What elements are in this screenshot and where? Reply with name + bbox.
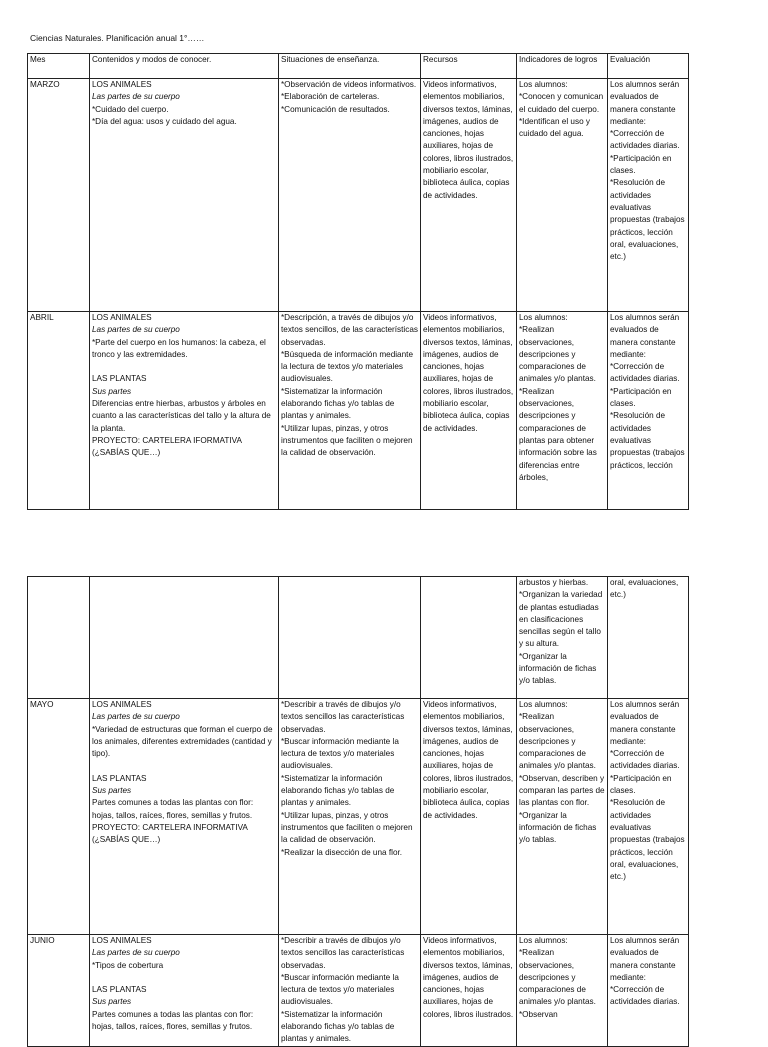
table-header-row	[28, 54, 689, 79]
cell-line: *Sistematizar la información elaborando fichas y/o tablas de plantas y animales.	[281, 1009, 397, 1044]
cell-contenidos	[90, 935, 279, 1047]
cell-line: *Buscar información mediante la lectura de textos y/o materiales audiovisuales.	[281, 972, 402, 1007]
planning-table-page-1	[27, 53, 689, 510]
cell-line: *Resolución de actividades evaluativas propuestas (trabajos prácticos, lección oral, evaluaciones, etc.)	[610, 798, 687, 882]
cell-line: LAS PLANTAS	[92, 985, 147, 995]
cell-evaluacion	[608, 79, 689, 312]
cell-line: *Observan	[519, 1009, 558, 1019]
cell-line: *Utilizar lupas, pinzas, y otros instrumentos que faciliten o mejoren la calidad de observación.	[281, 810, 415, 845]
cell-recursos: Videos informativos, elementos mobiliarios, diversos textos, láminas, imágenes, audios de canciones, hojas auxiliares, hojas de colores, libros ilustrados, mobiliario escolar, biblioteca áulica, copias de actividades.	[421, 312, 517, 510]
cell-subheading: Las partes de su cuerpo	[92, 712, 180, 722]
cell-line: *Organizar la información de fichas y/o tablas.	[519, 651, 599, 686]
paragraph-gap	[92, 361, 276, 373]
cell-line: *Búsqueda de información mediante la lectura de textos y/o materiales audiovisuales.	[281, 349, 416, 384]
cell-line: Los alumnos serán evaluados de manera constante mediante:	[610, 700, 682, 746]
cell-subheading: Sus partes	[92, 997, 132, 1007]
cell-recursos: Videos informativos, elementos mobiliarios, diversos textos, láminas, imágenes, audios de canciones, hojas auxiliares, hojas de colores, libros ilustrados.	[421, 935, 517, 1047]
cell-line: LOS ANIMALES	[92, 936, 152, 945]
cell-line: Los alumnos:	[519, 313, 568, 322]
cell-line: *Comunicación de resultados.	[281, 104, 390, 114]
cell-contenidos	[90, 577, 279, 699]
cell-situaciones	[279, 699, 421, 935]
table-row-marzo	[28, 79, 689, 312]
cell-line: *Resolución de actividades evaluativas propuestas (trabajos prácticos, lección oral, evaluaciones, etc.)	[610, 178, 687, 262]
header-evaluacion: Evaluación	[608, 54, 689, 79]
cell-subheading: Las partes de su cuerpo	[92, 948, 180, 958]
cell-line: Los alumnos:	[519, 700, 568, 709]
cell-recursos: Videos informativos, elementos mobiliarios, diversos textos, láminas, imágenes, audios de canciones, hojas auxiliares, hojas de colores, libros ilustrados, mobiliario escolar, biblioteca áulica, copias de actividades.	[421, 79, 517, 312]
cell-evaluacion	[608, 312, 689, 510]
table-row-junio	[28, 935, 689, 1047]
cell-line: Partes comunes a todas las plantas con flor: hojas, tallos, raíces, flores, semillas y frutos.	[92, 1009, 256, 1032]
cell-evaluacion	[608, 577, 689, 699]
cell-line: *Realizan observaciones, descripciones y comparaciones de animales y/o plantas.	[519, 712, 596, 771]
cell-line: *Cuidado del cuerpo.	[92, 104, 169, 114]
cell-line: *Observan, describen y comparan las partes de las plantas con flor.	[519, 773, 607, 808]
cell-line: *Variedad de estructuras que forman el cuerpo de los animales, diferentes extremidades (cantidad y tipo).	[92, 724, 275, 759]
cell-line: *Organizan la variedad de plantas estudiadas en clasificaciones sencillas según el tallo y su altura.	[519, 590, 605, 649]
cell-line: *Sistematizar la información elaborando fichas y/o tablas de plantas y animales.	[281, 773, 397, 808]
cell-line: *Utilizar lupas, pinzas, y otros instrumentos que faciliten o mejoren la calidad de observación.	[281, 423, 415, 458]
cell-mes: JUNIO	[28, 935, 90, 1047]
cell-contenidos	[90, 699, 279, 935]
cell-line: *Realizan observaciones, descripciones y comparaciones de animales y/o plantas.	[519, 325, 596, 384]
cell-line: *Participación en clases.	[610, 153, 674, 176]
table-row-abril	[28, 312, 689, 510]
cell-evaluacion	[608, 935, 689, 1047]
cell-line: LOS ANIMALES	[92, 313, 152, 322]
cell-line: LOS ANIMALES	[92, 80, 152, 89]
cell-line: *Elaboración de carteleras.	[281, 92, 380, 102]
cell-line: Los alumnos:	[519, 936, 568, 945]
cell-line: *Participación en clases.	[610, 773, 674, 796]
cell-indicadores	[517, 699, 608, 935]
cell-line: oral, evaluaciones, etc.)	[610, 578, 681, 600]
cell-contenidos	[90, 312, 279, 510]
cell-indicadores	[517, 79, 608, 312]
cell-line: *Realizan observaciones, descripciones y comparaciones de plantas para obtener información sobre las diferencias entre árboles,	[519, 386, 600, 482]
cell-subheading: Las partes de su cuerpo	[92, 92, 180, 102]
cell-line: Los alumnos serán evaluados de manera constante mediante:	[610, 80, 682, 126]
cell-line: *Día del agua: usos y cuidado del agua.	[92, 116, 237, 126]
cell-line: Los alumnos:	[519, 80, 568, 89]
cell-subheading: Sus partes	[92, 386, 132, 396]
cell-line: PROYECTO: CARTELERA IFORMATIVA (¿SABÍAS QUE…)	[92, 435, 244, 458]
cell-situaciones	[279, 577, 421, 699]
header-mes: Mes	[28, 54, 90, 79]
cell-line: Partes comunes a todas las plantas con flor: hojas, tallos, raíces, flores, semillas y frutos.	[92, 798, 256, 820]
cell-line: *Corrección de actividades diarias.	[610, 362, 680, 384]
cell-line: Los alumnos serán evaluados de manera constante mediante:	[610, 313, 682, 359]
cell-situaciones	[279, 79, 421, 312]
cell-evaluacion	[608, 699, 689, 935]
cell-line: LAS PLANTAS	[92, 374, 147, 384]
planning-table-page-2	[27, 576, 689, 1047]
paragraph-gap	[92, 760, 276, 772]
cell-line: LAS PLANTAS	[92, 773, 147, 783]
cell-line: *Descripción, a través de dibujos y/o textos sencillos, de las características observadas.	[281, 313, 421, 347]
cell-line: arbustos y hierbas.	[519, 578, 589, 587]
cell-line: *Observación de videos informativos.	[281, 80, 417, 89]
cell-line: *Tipos de cobertura	[92, 960, 164, 970]
header-contenidos: Contenidos y modos de conocer.	[90, 54, 279, 79]
cell-line: *Parte del cuerpo en los humanos: la cabeza, el tronco y las extremidades.	[92, 337, 269, 359]
cell-mes: MAYO	[28, 699, 90, 935]
cell-line: *Describir a través de dibujos y/o textos sencillos las características observadas.	[281, 936, 407, 970]
cell-line: *Corrección de actividades diarias.	[610, 129, 680, 151]
header-situaciones: Situaciones de enseñanza.	[279, 54, 421, 79]
cell-line: *Describir a través de dibujos y/o textos sencillos las características observadas.	[281, 700, 407, 734]
cell-subheading: Las partes de su cuerpo	[92, 325, 180, 335]
cell-mes	[28, 577, 90, 699]
cell-line: Diferencias entre hierbas, arbustos y árboles en cuanto a las características del tallo y la altura de la planta.	[92, 399, 274, 433]
cell-line: *Conocen y comunican el cuidado del cuerpo.	[519, 92, 606, 114]
cell-indicadores	[517, 577, 608, 699]
document-title: Ciencias Naturales. Planificación anual 1°……	[30, 33, 205, 43]
cell-line: Los alumnos serán evaluados de manera constante mediante:	[610, 936, 682, 982]
cell-line: *Identifican el uso y cuidado del agua.	[519, 116, 593, 139]
cell-line: *Corrección de actividades diarias.	[610, 749, 680, 771]
cell-line: *Participación en clases.	[610, 386, 674, 409]
cell-line: *Buscar información mediante la lectura de textos y/o materiales audiovisuales.	[281, 736, 402, 771]
cell-line: *Realizar la disección de una flor.	[281, 847, 403, 857]
cell-situaciones	[279, 935, 421, 1047]
header-indicadores: Indicadores de logros	[517, 54, 608, 79]
cell-recursos: Videos informativos, elementos mobiliarios, diversos textos, láminas, imágenes, audios de canciones, hojas auxiliares, hojas de colores, libros ilustrados, mobiliario escolar, biblioteca áulica, copias de actividades.	[421, 699, 517, 935]
paragraph-gap	[92, 972, 276, 984]
cell-subheading: Sus partes	[92, 786, 132, 796]
cell-indicadores	[517, 935, 608, 1047]
cell-line: PROYECTO: CARTELERA INFORMATIVA (¿SABÍAS QUE…)	[92, 822, 250, 845]
cell-recursos	[421, 577, 517, 699]
table-row-abril-continued	[28, 577, 689, 699]
cell-line: *Resolución de actividades evaluativas propuestas (trabajos prácticos, lección	[610, 411, 687, 470]
cell-line: LOS ANIMALES	[92, 700, 152, 709]
cell-line: *Corrección de actividades diarias.	[610, 985, 680, 1007]
cell-mes: MARZO	[28, 79, 90, 312]
cell-contenidos	[90, 79, 279, 312]
cell-mes: ABRIL	[28, 312, 90, 510]
cell-line: *Realizan observaciones, descripciones y comparaciones de animales y/o plantas.	[519, 948, 596, 1007]
cell-indicadores	[517, 312, 608, 510]
header-recursos: Recursos	[421, 54, 517, 79]
cell-situaciones	[279, 312, 421, 510]
cell-line: *Organizar la información de fichas y/o tablas.	[519, 810, 599, 845]
cell-line: *Sistematizar la información elaborando fichas y/o tablas de plantas y animales.	[281, 386, 397, 421]
table-row-mayo	[28, 699, 689, 935]
